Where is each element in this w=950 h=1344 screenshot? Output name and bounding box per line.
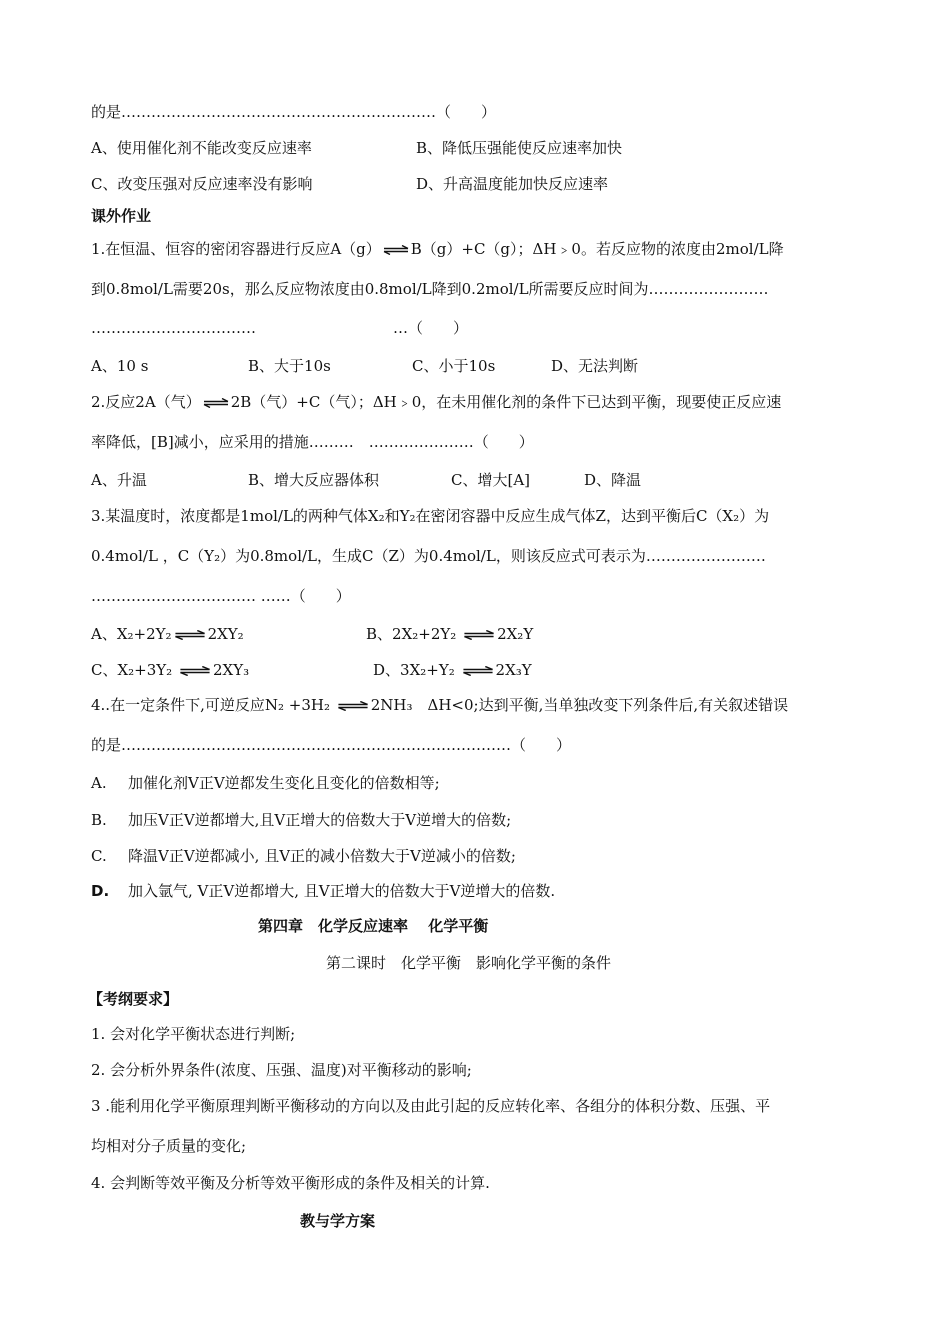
q4-option-a: 加催化剂V正V逆都发生变化且变化的倍数相等;	[128, 774, 440, 792]
prev-option-a: A、使用催化剂不能改变反应速率	[91, 139, 312, 157]
q1-option-a: A、10 s	[91, 357, 149, 375]
q3-option-d-left: D、3X₂+Y₂	[373, 661, 455, 679]
q1-option-d: D、无法判断	[551, 357, 639, 375]
equilibrium-arrow-icon	[178, 666, 212, 676]
teaching-plan-heading: 教与学方案	[300, 1212, 376, 1230]
prev-option-b: B、降低压强能使反应速率加快	[416, 139, 623, 157]
q1-text-part1: 1.在恒温、恒容的密闭容器进行反应A（g）	[91, 240, 381, 258]
lesson-title: 第二课时 化学平衡 影响化学平衡的条件	[326, 954, 612, 972]
q3-option-a-right: 2XY₂	[207, 625, 244, 643]
q2-line1	[91, 392, 781, 412]
q1-option-c: C、小于10s	[412, 357, 496, 375]
q3-option-a-left: A、X₂+2Y₂	[91, 625, 172, 643]
q4-option-d-key: D.	[91, 882, 110, 900]
q4-option-b-key: B.	[91, 811, 107, 829]
q3-option-c-left: C、X₂+3Y₂	[91, 661, 173, 679]
q4-text-part1: 4..在一定条件下,可逆反应N₂ +3H₂	[91, 696, 330, 714]
prev-option-c: C、改变压强对反应速率没有影响	[91, 175, 313, 193]
equilibrium-arrow-icon	[336, 701, 370, 711]
q1-line3a: ……………………………	[91, 319, 256, 337]
q2-option-d: D、降温	[584, 471, 642, 489]
q3-option-d	[373, 660, 532, 680]
q3-line2: 0.4mol/L ，C（Y₂）为0.8mol/L，生成C（Z）为0.4mol/L，则该反应式可表示为……………………	[91, 547, 766, 565]
q3-line3: …………………………… ……（ ）	[91, 587, 351, 605]
prev-option-d: D、升高温度能加快反应速率	[416, 175, 609, 193]
requirement-2: 2. 会分析外界条件(浓度、压强、温度)对平衡移动的影响;	[91, 1061, 472, 1079]
q3-option-c-right: 2XY₃	[212, 661, 250, 679]
prev-question-continuation: 的是………………………………………………………（ ）	[91, 103, 497, 121]
requirement-3-cont: 均相对分子质量的变化;	[91, 1137, 247, 1155]
q4-text-part2: 2NH₃ ΔH<0;达到平衡,当单独改变下列条件后,有关叙述错误	[370, 696, 789, 714]
q2-option-b: B、增大反应器体积	[248, 471, 380, 489]
q4-option-b: 加压V正V逆都增大,且V正增大的倍数大于V逆增大的倍数;	[128, 811, 512, 829]
q2-option-c: C、增大[A]	[451, 471, 531, 489]
equilibrium-arrow-icon	[382, 245, 410, 255]
q3-option-c	[91, 660, 249, 680]
q1-option-b: B、大于10s	[248, 357, 331, 375]
q3-option-d-right: 2X₃Y	[495, 661, 532, 679]
q2-text-part2: 2B（气）+C（气）；ΔH﹥0，在未用催化剂的条件下已达到平衡，现要使正反应速	[230, 393, 782, 411]
q3-option-b-left: B、2X₂+2Y₂	[366, 625, 457, 643]
q1-text-part2: B（g）+C（g）；ΔH﹥0。若反应物的浓度由2mol/L降	[410, 240, 784, 258]
q3-line1: 3.某温度时，浓度都是1mol/L的两种气体X₂和Y₂在密闭容器中反应生成气体Z，达到平衡后C（X₂）为	[91, 507, 770, 525]
q1-line2: 到0.8mol/L需要20s，那么反应物浓度由0.8mol/L降到0.2mol/L所需要反应时间为……………………	[91, 280, 769, 298]
q2-text-part1: 2.反应2A（气）	[91, 393, 201, 411]
chapter-title: 第四章 化学反应速率 化学平衡	[258, 917, 489, 935]
q2-line2: 率降低，[B]减小，应采用的措施……… …………………（ ）	[91, 433, 534, 451]
q3-option-a	[91, 624, 244, 644]
q3-option-b-right: 2X₂Y	[497, 625, 534, 643]
q4-option-a-key: A.	[91, 774, 107, 792]
q2-option-a: A、升温	[91, 471, 147, 489]
q4-option-c-key: C.	[91, 847, 107, 865]
homework-heading: 课外作业	[91, 207, 152, 225]
q4-option-d: 加入氩气, V正V逆都增大, 且V正增大的倍数大于V逆增大的倍数.	[128, 882, 556, 900]
q4-line1	[91, 695, 788, 715]
q4-line2: 的是……………………………………………………………………（ ）	[91, 736, 572, 754]
equilibrium-arrow-icon	[462, 630, 496, 640]
requirements-heading: 【考纲要求】	[88, 990, 179, 1008]
equilibrium-arrow-icon	[202, 398, 230, 408]
q1-line1	[91, 239, 784, 259]
equilibrium-arrow-icon	[173, 630, 207, 640]
equilibrium-arrow-icon	[461, 666, 495, 676]
requirement-1: 1. 会对化学平衡状态进行判断;	[91, 1025, 296, 1043]
q1-line3b: …（ ）	[393, 319, 469, 337]
requirement-3: 3 .能利用化学平衡原理判断平衡移动的方向以及由此引起的反应转化率、各组分的体积分数、压强、平	[91, 1097, 771, 1115]
requirement-4: 4. 会判断等效平衡及分析等效平衡形成的条件及相关的计算.	[91, 1174, 490, 1192]
q3-option-b	[366, 624, 533, 644]
q4-option-c: 降温V正V逆都减小, 且V正的减小倍数大于V逆减小的倍数;	[128, 847, 516, 865]
